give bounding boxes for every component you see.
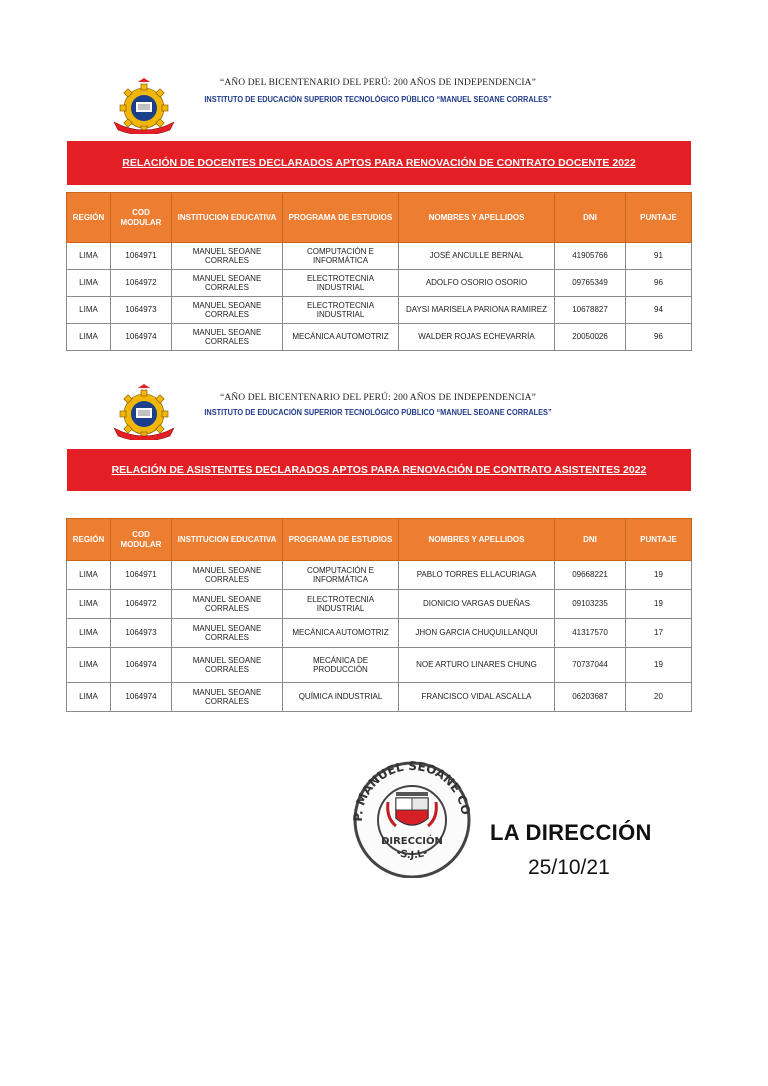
cell-puntaje: 96 [626,270,692,297]
table-row [67,270,692,297]
col-nombres: NOMBRES Y APELLIDOS [399,519,555,561]
cell-cod: 1064972 [111,270,172,297]
direction-seal [346,758,478,878]
cell-cod: 1064974 [111,648,172,683]
institution-name-1: INSTITUTO DE EDUCACIÓN SUPERIOR TECNOLÓGICO PÚBLICO “MANUEL SEOANE CORRALES” [204,95,552,104]
cell-programa: COMPUTACIÓN E INFORMÁTICA [283,243,399,270]
cell-cod: 1064971 [111,243,172,270]
cell-institucion: MANUEL SEOANE CORRALES [172,324,283,351]
table-row [67,243,692,270]
cell-programa: ELECTROTECNIA INDUSTRIAL [283,270,399,297]
col-cod-modular: COD MODULAR [111,519,172,561]
cell-programa: COMPUTACIÓN E INFORMÁTICA [283,561,399,590]
cell-dni: 41317570 [555,619,626,648]
table-row [67,297,692,324]
cell-cod: 1064974 [111,683,172,712]
cell-programa: MECÁNICA DE PRODUCCIÓN [283,648,399,683]
table-row [67,561,692,590]
cell-programa: ELECTROTECNIA INDUSTRIAL [283,297,399,324]
asistentes-header-row [67,519,692,561]
cell-cod: 1064973 [111,297,172,324]
cell-cod: 1064972 [111,590,172,619]
cell-programa: ELECTROTECNIA INDUSTRIAL [283,590,399,619]
cell-nombre: ADOLFO OSORIO OSORIO [399,270,555,297]
cell-programa: MECÁNICA AUTOMOTRIZ [283,619,399,648]
docentes-table [66,192,692,351]
docentes-banner [67,141,691,185]
cell-puntaje: 19 [626,561,692,590]
cell-institucion: MANUEL SEOANE CORRALES [172,683,283,712]
cell-nombre: FRANCISCO VIDAL ASCALLA [399,683,555,712]
cell-puntaje: 20 [626,683,692,712]
cell-region: LIMA [67,270,111,297]
docentes-header-row [67,193,692,243]
cell-nombre: JOSÉ ANCULLE BERNAL [399,243,555,270]
seal-stamp-icon [346,758,478,878]
table-row [67,324,692,351]
cell-dni: 41905766 [555,243,626,270]
docentes-title: RELACIÓN DE DOCENTES DECLARADOS APTOS PARA RENOVACIÓN DE CONTRATO DOCENTE 2022 [122,157,636,169]
col-dni: DNI [555,193,626,243]
cell-puntaje: 17 [626,619,692,648]
col-dni: DNI [555,519,626,561]
cell-institucion: MANUEL SEOANE CORRALES [172,590,283,619]
cell-dni: 09765349 [555,270,626,297]
cell-institucion: MANUEL SEOANE CORRALES [172,561,283,590]
cell-dni: 10678827 [555,297,626,324]
col-puntaje: PUNTAJE [626,519,692,561]
cell-institucion: MANUEL SEOANE CORRALES [172,243,283,270]
cell-nombre: DIONICIO VARGAS DUEÑAS [399,590,555,619]
col-region: REGIÓN [67,193,111,243]
cell-nombre: DAYSI MARISELA PARIONA RAMIREZ [399,297,555,324]
cell-cod: 1064971 [111,561,172,590]
cell-puntaje: 96 [626,324,692,351]
col-puntaje: PUNTAJE [626,193,692,243]
cell-dni: 20050026 [555,324,626,351]
col-institucion: INSTITUCION EDUCATIVA [172,193,283,243]
cell-nombre: JHON GARCIA CHUQUILLANQUI [399,619,555,648]
cell-institucion: MANUEL SEOANE CORRALES [172,297,283,324]
cell-puntaje: 91 [626,243,692,270]
seal-top-text: P. MANUEL SEOANE CO [350,758,473,822]
cell-region: LIMA [67,297,111,324]
table-row [67,683,692,712]
cell-dni: 70737044 [555,648,626,683]
cell-nombre: PABLO TORRES ELLACURIAGA [399,561,555,590]
cell-region: LIMA [67,683,111,712]
motto-2: “AÑO DEL BICENTENARIO DEL PERÚ: 200 AÑOS DE INDEPENDENCIA” [220,393,536,403]
cell-dni: 09668221 [555,561,626,590]
cell-institucion: MANUEL SEOANE CORRALES [172,648,283,683]
cell-programa: QUÍMICA INDUSTRIAL [283,683,399,712]
col-programa: PROGRAMA DE ESTUDIOS [283,193,399,243]
cell-region: LIMA [67,561,111,590]
signature-title: LA DIRECCIÓN [490,820,652,845]
cell-region: LIMA [67,324,111,351]
cell-puntaje: 94 [626,297,692,324]
cell-puntaje: 19 [626,590,692,619]
table-row [67,648,692,683]
asistentes-title: RELACIÓN DE ASISTENTES DECLARADOS APTOS PARA RENOVACIÓN DE CONTRATO ASISTENTES 2022 [111,464,647,476]
signature-date: 25/10/21 [528,856,610,879]
cell-puntaje: 19 [626,648,692,683]
cell-institucion: MANUEL SEOANE CORRALES [172,270,283,297]
col-institucion: INSTITUCION EDUCATIVA [172,519,283,561]
cell-institucion: MANUEL SEOANE CORRALES [172,619,283,648]
cell-region: LIMA [67,619,111,648]
col-nombres: NOMBRES Y APELLIDOS [399,193,555,243]
cell-dni: 06203687 [555,683,626,712]
cell-nombre: NOE ARTURO LINARES CHUNG [399,648,555,683]
asistentes-table [66,518,692,712]
col-region: REGIÓN [67,519,111,561]
cell-nombre: WALDER ROJAS ECHEVARRÍA [399,324,555,351]
institution-name-2: INSTITUTO DE EDUCACIÓN SUPERIOR TECNOLÓGICO PÚBLICO “MANUEL SEOANE CORRALES” [204,408,552,417]
table-row [67,590,692,619]
seal-bottom-text: -S.J.L- [394,847,430,862]
cell-region: LIMA [67,648,111,683]
col-cod-modular: COD MODULAR [111,193,172,243]
seal-center-text: DIRECCIÓN [381,836,443,847]
asistentes-banner [67,449,691,491]
cell-cod: 1064973 [111,619,172,648]
cell-dni: 09103235 [555,590,626,619]
cell-region: LIMA [67,243,111,270]
col-programa: PROGRAMA DE ESTUDIOS [283,519,399,561]
table-row [67,619,692,648]
motto-1: “AÑO DEL BICENTENARIO DEL PERÚ: 200 AÑOS DE INDEPENDENCIA” [220,78,536,88]
cell-cod: 1064974 [111,324,172,351]
cell-region: LIMA [67,590,111,619]
cell-programa: MECÁNICA AUTOMOTRIZ [283,324,399,351]
